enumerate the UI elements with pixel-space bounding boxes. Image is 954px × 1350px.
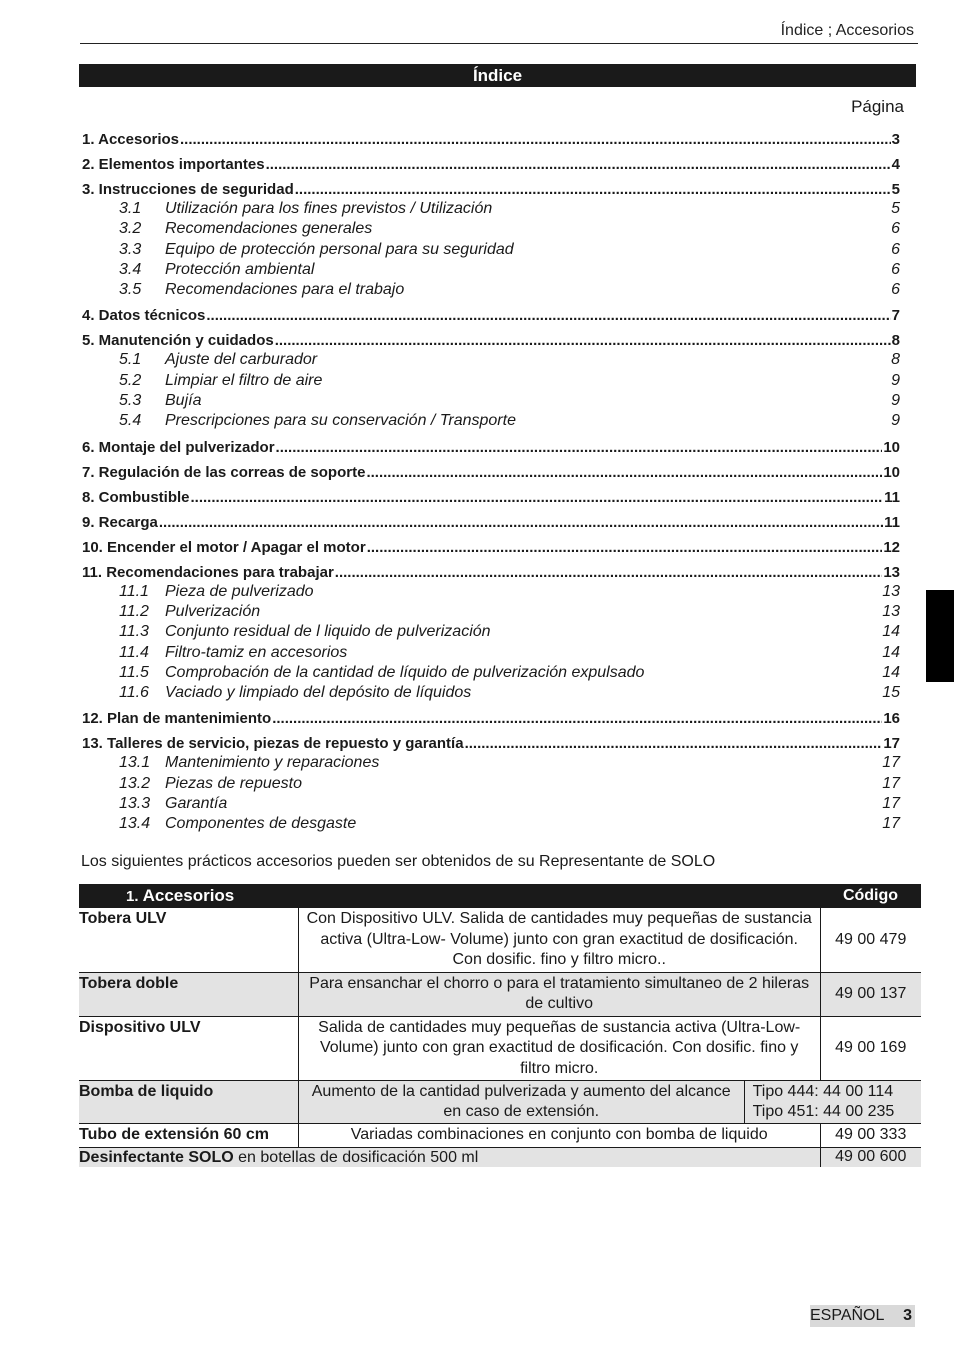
toc-subentry xyxy=(82,794,900,814)
footer-language: ESPAÑOL xyxy=(810,1307,885,1324)
toc-subentry-page: 17 xyxy=(882,754,900,772)
toc-subentry xyxy=(82,602,900,622)
toc-entry-page: 10 xyxy=(883,463,900,481)
toc-subentry-number: 3.2 xyxy=(119,220,142,238)
toc-subentry xyxy=(82,683,900,703)
toc-subentry-page: 13 xyxy=(882,602,900,620)
toc-leader-dots xyxy=(367,539,883,557)
toc-subentry-title: Filtro-tamiz en accesorios xyxy=(165,643,348,661)
toc-subentry-title: Recomendaciones para el trabajo xyxy=(165,281,405,299)
toc-entry-page: 12 xyxy=(883,538,900,556)
toc-subentry-number: 11.2 xyxy=(119,602,149,620)
accessory-name xyxy=(79,1147,820,1167)
toc-entry-title: 6. Montaje del pulverizador xyxy=(82,438,275,456)
toc-subentry-title: Prescripciones para su conservación / Transporte xyxy=(165,412,516,430)
toc-entry xyxy=(82,325,900,350)
toc-subentry-title: Piezas de repuesto xyxy=(165,774,302,792)
toc-entry-title: 4. Datos técnicos xyxy=(82,307,206,325)
toc-entry-title: 11. Recomendaciones para trabajar xyxy=(82,563,334,581)
toc-subentry xyxy=(82,774,900,794)
toc-subentry xyxy=(82,582,900,602)
accessory-name: Tubo de extensión 60 cm xyxy=(79,1124,298,1148)
toc-subentry-page: 9 xyxy=(891,371,900,389)
toc-entry-title: 1. Accesorios xyxy=(82,131,179,148)
table-row xyxy=(79,1147,921,1167)
toc-subentry xyxy=(82,643,900,663)
toc-leader-dots xyxy=(206,307,890,325)
toc-entry-title: 10. Encender el motor / Apagar el motor xyxy=(82,538,366,556)
toc-entry xyxy=(82,124,900,149)
toc-entry-page: 4 xyxy=(891,156,900,173)
accessory-name: Bomba de liquido xyxy=(79,1081,298,1124)
toc-leader-dots xyxy=(180,131,891,149)
accessories-header-number: 1. xyxy=(126,888,139,905)
toc-subentry-number: 13.3 xyxy=(119,795,151,813)
toc-subentry-page: 14 xyxy=(882,663,900,681)
toc-entry-title: 3. Instrucciones de seguridad xyxy=(82,181,294,198)
toc-subentry-number: 13.2 xyxy=(119,774,151,792)
accessory-code: 49 00 169 xyxy=(820,1016,921,1081)
toc-leader-dots xyxy=(272,710,882,728)
toc-subentry-title: Mantenimiento y reparaciones xyxy=(165,754,380,772)
accessories-header-label: Accesorios xyxy=(142,886,235,905)
toc-subentry-number: 11.1 xyxy=(119,582,149,600)
header-section-title: Índice ; Accesorios xyxy=(780,22,914,39)
toc-subentry xyxy=(82,199,900,219)
toc-entry-page: 8 xyxy=(891,332,900,350)
toc-subentry-number: 13.4 xyxy=(119,815,151,833)
accessory-description: Aumento de la cantidad pulverizada y aumento del alcance en caso de extensión. xyxy=(298,1081,744,1124)
toc-subentry-title: Bujía xyxy=(165,392,202,410)
toc-entry-title: 5. Manutención y cuidados xyxy=(82,332,274,350)
accessory-code: 49 00 479 xyxy=(820,908,921,972)
page-footer xyxy=(810,1305,915,1327)
toc-subentry-number: 3.4 xyxy=(119,260,142,278)
accessory-name: Tobera doble xyxy=(79,972,298,1016)
toc-leader-dots xyxy=(335,564,883,582)
toc-subentry-title: Ajuste del carburador xyxy=(165,351,318,369)
accessory-description: Para ensanchar el chorro o para el tratamiento simultaneo de 2 hileras de cultivo xyxy=(298,972,820,1016)
accessory-description: Salida de cantidades muy pequeñas de sustancia activa (Ultra-Low- Volume) junto con gran exactitud de dosificación. Con dosific. fino y filtro micro. xyxy=(298,1016,820,1081)
toc-subentry-title: Equipo de protección personal para su seguridad xyxy=(165,240,514,258)
toc-subentry-page: 8 xyxy=(891,351,900,369)
toc-subentry-number: 13.1 xyxy=(119,754,151,772)
toc-subentry-page: 15 xyxy=(882,684,900,702)
toc-subentry-title: Pulverización xyxy=(165,602,261,620)
toc-subentry xyxy=(82,622,900,642)
toc-leader-dots xyxy=(266,156,891,174)
toc-entry-page: 3 xyxy=(891,131,900,148)
toc-entry-page: 7 xyxy=(891,307,900,325)
accessories-header-title xyxy=(79,884,820,908)
toc-subentry-page: 9 xyxy=(891,412,900,430)
toc-entry-title: 13. Talleres de servicio, piezas de repuesto y garantía xyxy=(82,735,464,753)
toc-subentry-title: Limpiar el filtro de aire xyxy=(165,371,323,389)
accessory-code-line: Tipo 444: 44 00 114 xyxy=(752,1083,894,1100)
toc-subentry-page: 6 xyxy=(891,240,900,258)
toc-entry-page: 5 xyxy=(891,181,900,198)
accessories-table xyxy=(79,884,921,1167)
toc-leader-dots xyxy=(275,332,891,350)
header-divider xyxy=(80,43,918,44)
toc-subentry-number: 5.4 xyxy=(119,412,142,430)
toc-subentry-title: Utilización para los fines previstos / Utilización xyxy=(165,200,493,217)
toc-entry-page: 13 xyxy=(883,563,900,581)
accessory-name-rest: en botellas de dosificación 500 ml xyxy=(233,1148,479,1166)
toc-subentry-title: Garantía xyxy=(165,795,228,813)
footer-page-number: 3 xyxy=(903,1307,912,1324)
toc-entry xyxy=(82,300,900,325)
table-of-contents xyxy=(82,124,900,835)
toc-entry-title: 2. Elementos importantes xyxy=(82,156,265,173)
toc-subentry-page: 13 xyxy=(882,582,900,600)
toc-subentry-number: 5.1 xyxy=(119,351,142,369)
toc-entry xyxy=(82,728,900,753)
toc-leader-dots xyxy=(465,735,883,753)
toc-leader-dots xyxy=(295,181,891,199)
toc-entry xyxy=(82,149,900,174)
toc-entry xyxy=(82,174,900,199)
accessory-description: Con Dispositivo ULV. Salida de cantidades muy pequeñas de sustancia activa (Ultra-Low- Volume) junto con gran exactitud de dosificación. Con dosific. fino y filtro micro.. xyxy=(298,908,820,972)
toc-entry-page: 11 xyxy=(884,513,900,531)
toc-subentry-page: 17 xyxy=(882,774,900,792)
table-row xyxy=(79,1016,921,1081)
index-title: Índice xyxy=(472,66,523,85)
toc-entry-title: 7. Regulación de las correas de soporte xyxy=(82,463,366,481)
toc-subentry-number: 3.3 xyxy=(119,240,142,258)
table-row xyxy=(79,908,921,972)
toc-entry xyxy=(82,507,900,532)
table-row xyxy=(79,1081,921,1124)
accessory-code-line: Tipo 451: 44 00 235 xyxy=(752,1103,895,1120)
toc-leader-dots xyxy=(159,514,883,532)
toc-subentry-title: Comprobación de la cantidad de líquido de pulverización expulsado xyxy=(165,663,645,681)
accessory-code xyxy=(744,1081,921,1124)
accessory-name: Dispositivo ULV xyxy=(79,1016,298,1081)
toc-entry-page: 10 xyxy=(883,438,900,456)
accessories-table-header xyxy=(79,884,921,908)
section-thumb-tab xyxy=(926,590,954,682)
accessory-name-bold: Desinfectante SOLO xyxy=(79,1148,234,1166)
table-row xyxy=(79,972,921,1016)
toc-entry-page: 11 xyxy=(884,488,900,506)
toc-subentry xyxy=(82,280,900,300)
toc-subentry xyxy=(82,219,900,239)
toc-subentry-title: Recomendaciones generales xyxy=(165,220,373,238)
accessories-intro: Los siguientes prácticos accesorios pueden ser obtenidos de su Representante de SOLO xyxy=(81,853,716,870)
table-row xyxy=(79,1124,921,1148)
toc-subentry xyxy=(82,371,900,391)
toc-subentry-number: 3.5 xyxy=(119,281,142,299)
code-column-header: Código xyxy=(820,884,921,908)
toc-entry xyxy=(82,482,900,507)
toc-entry-title: 9. Recarga xyxy=(82,513,158,531)
toc-subentry-number: 5.2 xyxy=(119,371,142,389)
toc-entry xyxy=(82,703,900,728)
toc-subentry-number: 11.5 xyxy=(119,663,149,681)
toc-entry xyxy=(82,557,900,582)
toc-subentry-title: Vaciado y limpiado del depósito de líquidos xyxy=(165,684,472,702)
toc-subentry-number: 11.6 xyxy=(119,684,149,702)
toc-entry-page: 16 xyxy=(883,710,900,728)
toc-subentry xyxy=(82,260,900,280)
page-column-label: Página xyxy=(851,97,904,116)
toc-subentry-number: 5.3 xyxy=(119,392,142,410)
toc-entry-title: 12. Plan de mantenimiento xyxy=(82,710,272,728)
toc-subentry-title: Pieza de pulverizado xyxy=(165,582,314,600)
toc-subentry-page: 6 xyxy=(891,220,900,238)
toc-subentry-page: 14 xyxy=(882,623,900,641)
accessory-code: 49 00 333 xyxy=(820,1124,921,1148)
toc-subentry-number: 11.3 xyxy=(119,623,149,641)
toc-subentry xyxy=(82,814,900,834)
toc-subentry-page: 9 xyxy=(891,392,900,410)
toc-entry xyxy=(82,532,900,557)
toc-subentry-page: 5 xyxy=(891,200,900,217)
toc-entry-page: 17 xyxy=(883,735,900,753)
toc-subentry xyxy=(82,663,900,683)
toc-subentry xyxy=(82,240,900,260)
toc-subentry xyxy=(82,391,900,411)
accessory-code: 49 00 137 xyxy=(820,972,921,1016)
accessory-description: Variadas combinaciones en conjunto con bomba de liquido xyxy=(298,1124,820,1148)
toc-leader-dots xyxy=(276,439,883,457)
toc-subentry-page: 17 xyxy=(882,795,900,813)
toc-leader-dots xyxy=(366,464,882,482)
toc-subentry xyxy=(82,753,900,773)
accessory-code: 49 00 600 xyxy=(820,1147,921,1167)
toc-subentry-title: Componentes de desgaste xyxy=(165,815,357,833)
toc-subentry-page: 6 xyxy=(891,260,900,278)
toc-subentry xyxy=(82,350,900,370)
toc-entry xyxy=(82,457,900,482)
toc-leader-dots xyxy=(191,489,884,507)
toc-subentry xyxy=(82,411,900,431)
accessory-name: Tobera ULV xyxy=(79,908,298,972)
toc-subentry-page: 17 xyxy=(882,815,900,833)
toc-entry xyxy=(82,432,900,457)
toc-entry-title: 8. Combustible xyxy=(82,488,190,506)
toc-subentry-page: 6 xyxy=(891,281,900,299)
index-title-bar xyxy=(79,64,916,87)
toc-subentry-title: Protección ambiental xyxy=(165,260,315,278)
toc-subentry-page: 14 xyxy=(882,643,900,661)
toc-subentry-number: 11.4 xyxy=(119,643,149,661)
toc-subentry-title: Conjunto residual de l liquido de pulverización xyxy=(165,623,491,641)
toc-subentry-number: 3.1 xyxy=(119,200,142,217)
